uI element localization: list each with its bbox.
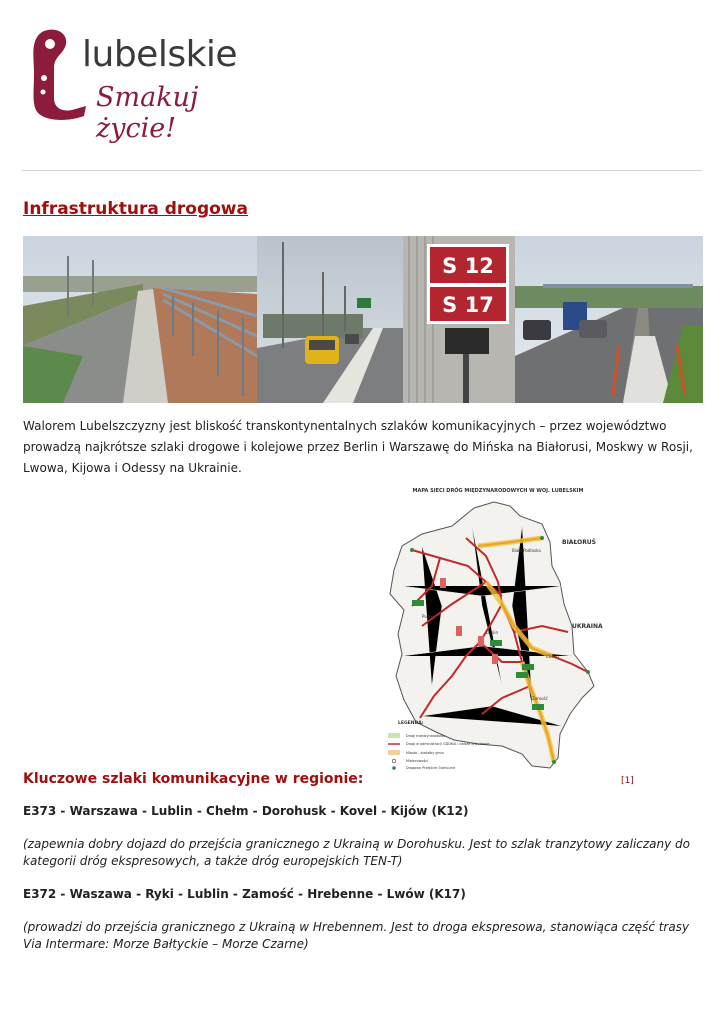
- route-title: E373 - Warszawa - Lublin - Chełm - Dorohusk - Kovel - Kijów (K12): [23, 804, 469, 818]
- map-city-biala-podlaska: Biała Podlaska: [512, 548, 541, 553]
- intro-paragraph: Walorem Lubelszczyzny jest bliskość transkontynentalnych szlaków komunikacyjnych – przez województwo prowadzą najkrótsze szlaki drogowe i kolejowe przez Berlin i Warszawę do Mińska na Białorusi, Moskwy w Rosji, Lwowa, Kijowa i Odessy na Ukrainie.: [23, 419, 693, 475]
- route-title: E372 - Waszawa - Ryki - Lublin - Zamość - Hrebenne - Lwów (K17): [23, 887, 466, 901]
- header-divider: [22, 170, 702, 171]
- logo-wordmark: lubelskie: [82, 34, 238, 75]
- route-description: (zapewnia dobry dojazd do przejścia granicznego z Ukrainą w Dorohusku. Jest to szlak tranzytowy zaliczany do kategorii dróg ekspresowych, a także dróg europejskich TEN-T): [23, 837, 691, 868]
- map-label-ukraine: UKRAINA: [572, 623, 603, 630]
- sign-s12: S 12: [442, 254, 494, 278]
- road-infrastructure-photo: [23, 236, 703, 403]
- lubelskie-emblem-icon: [28, 28, 88, 122]
- map-legend-item: Drogi w administracji GDDKiA i dalsze w budowie: [406, 742, 490, 746]
- map-legend-title: LEGENDA:: [398, 721, 424, 726]
- map-legend-item: Miejscowości: [406, 759, 429, 763]
- route-description: (prowadzi do przejścia granicznego z Ukrainą w Hrebennem. Jest to droga ekspresowa, stanowiąca część trasy Via Intermare: Morze Bałtyckie – Morze Czarne): [23, 920, 690, 951]
- map-city-zamosc: Zamość: [532, 696, 548, 701]
- map-city-pulawy: Puławy: [422, 614, 437, 619]
- footnote-link[interactable]: [1]: [621, 776, 634, 786]
- map-legend-item: Drogi międzynarodowe: [406, 734, 446, 738]
- map-legend-item: Drogowe Przejście Graniczne: [406, 766, 456, 770]
- map-title: MAPA SIECI DRÓG MIĘDZYNARODOWYCH W WOJ. LUBELSKIM: [412, 488, 584, 494]
- map-city-lublin: Lublin: [486, 630, 498, 635]
- page-title[interactable]: Infrastruktura drogowa: [23, 199, 248, 219]
- section-title: Kluczowe szlaki komunikacyjne w regionie:: [23, 771, 364, 787]
- map-legend-item: Miasta - siedziby gmin: [406, 751, 444, 755]
- sign-s17: S 17: [442, 293, 494, 317]
- road-network-map: [382, 486, 614, 774]
- map-label-belarus: BIAŁORUŚ: [562, 539, 597, 546]
- map-city-chelm: Chełm: [546, 654, 559, 659]
- logo-tagline: Smakuj życie!: [96, 82, 199, 144]
- lubelskie-logo[interactable]: [24, 26, 254, 144]
